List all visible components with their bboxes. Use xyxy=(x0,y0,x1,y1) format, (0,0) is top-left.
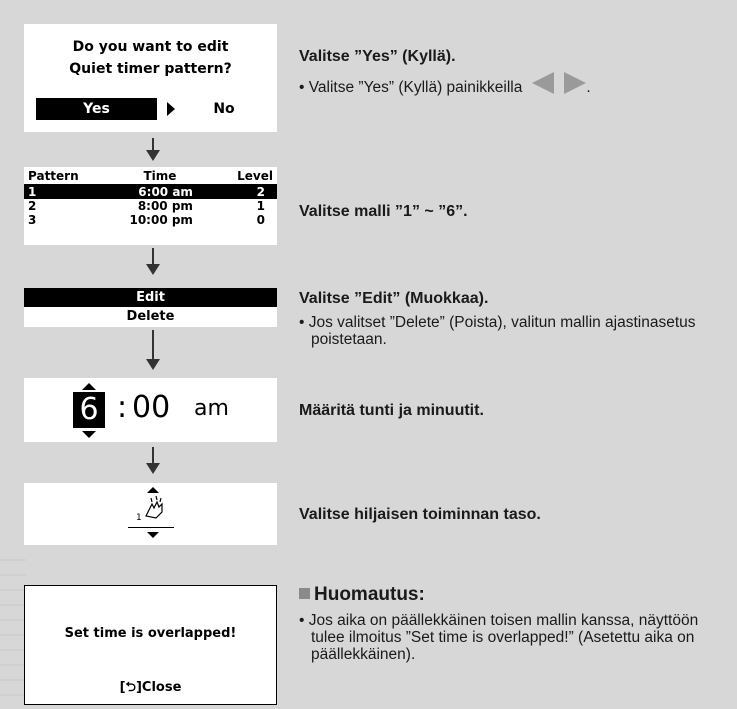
note-square-icon xyxy=(299,588,310,599)
hour-value: 6 xyxy=(79,392,99,427)
minutes-field[interactable]: 00 xyxy=(132,390,171,425)
cursor-right-icon xyxy=(167,102,175,116)
level-down-icon[interactable] xyxy=(147,532,159,538)
pattern-list-screen xyxy=(24,167,277,245)
time-cell: 8:00 pm xyxy=(137,199,193,213)
header-pattern: Pattern xyxy=(28,168,79,183)
confirm-question-line1: Do you want to edit xyxy=(72,39,229,55)
yes-option[interactable] xyxy=(36,98,157,120)
edit-delete-menu xyxy=(24,288,277,327)
level-cell: 0 xyxy=(256,213,265,227)
pattern-table-header xyxy=(24,167,277,184)
level-cell: 1 xyxy=(256,199,265,213)
step-set-time xyxy=(299,402,484,420)
quiet-hand-icon xyxy=(132,494,172,524)
left-button-icon xyxy=(532,72,554,94)
edit-option[interactable] xyxy=(24,288,277,307)
level-up-icon[interactable] xyxy=(147,487,159,493)
no-label: No xyxy=(213,101,235,117)
note-bullet-text: Jos aika on päällekkäinen toisen mallin kanssa, näyttöön tulee ilmoitus ”Set time is overlapped!” (Asetettu aika on päällekkäinen). xyxy=(308,612,699,663)
quiet-level-screen xyxy=(24,483,277,545)
ampm-field[interactable]: am xyxy=(194,396,229,421)
close-button[interactable] xyxy=(25,678,276,700)
table-row[interactable] xyxy=(24,213,277,227)
decorative-stripes xyxy=(0,0,26,709)
delete-label: Delete xyxy=(126,309,175,324)
pattern-cell: 2 xyxy=(28,199,37,213)
back-icon: [⮌] xyxy=(119,680,142,695)
note-section xyxy=(299,584,726,663)
hour-up-icon[interactable] xyxy=(82,383,96,390)
step3-bullet: • Jos valitset ”Delete” (Poista), valitun mallin ajastinasetus poistetaan. xyxy=(299,314,696,348)
header-time: Time xyxy=(143,168,177,183)
step5-title: Valitse hiljaisen toiminnan taso. xyxy=(299,506,541,523)
time-cell: 10:00 pm xyxy=(129,213,193,227)
right-button-icon xyxy=(564,72,586,94)
overlap-warning-screen xyxy=(24,585,277,705)
step-select-edit xyxy=(299,290,711,348)
step-select-level xyxy=(299,506,541,524)
hour-field[interactable] xyxy=(73,392,105,428)
step-select-yes xyxy=(299,48,591,96)
step3-bullet-text: Jos valitset ”Delete” (Poista), valitun mallin ajastinasetus poistetaan. xyxy=(308,314,696,348)
step-select-pattern xyxy=(299,203,468,221)
time-separator: : xyxy=(117,390,128,425)
hour-down-icon[interactable] xyxy=(82,431,96,438)
edit-label: Edit xyxy=(136,290,165,305)
level-underline xyxy=(128,527,174,528)
table-row[interactable] xyxy=(24,199,277,213)
delete-option[interactable] xyxy=(24,307,277,327)
time-cell: 6:00 am xyxy=(99,185,221,199)
step1-bullet: • Valitse ”Yes” (Kyllä) painikkeilla . xyxy=(299,72,591,96)
step2-title: Valitse malli ”1” ~ ”6”. xyxy=(299,203,468,220)
step3-title: Valitse ”Edit” (Muokkaa). xyxy=(299,290,489,307)
level-cell: 2 xyxy=(221,185,277,199)
step1-bullet-text: Valitse ”Yes” (Kyllä) painikkeilla xyxy=(308,79,523,96)
overlap-message: Set time is overlapped! xyxy=(64,626,237,641)
note-bullet: • Jos aika on päällekkäinen toisen mallin kanssa, näyttöön tulee ilmoitus ”Set time is overlapped!” (Asetettu aika on päällekkäinen). xyxy=(299,612,699,663)
pattern-table xyxy=(24,167,277,227)
pattern-cell: 3 xyxy=(28,213,37,227)
edit-confirm-screen xyxy=(24,24,277,132)
close-label: Close xyxy=(141,680,182,695)
header-level: Level xyxy=(237,168,273,183)
pattern-cell: 1 xyxy=(24,185,99,199)
note-title: Huomautus: xyxy=(314,584,425,605)
yes-label: Yes xyxy=(83,101,110,117)
table-row[interactable] xyxy=(24,185,277,199)
step4-title: Määritä tunti ja minuutit. xyxy=(299,402,484,419)
step1-title: Valitse ”Yes” (Kyllä). xyxy=(299,48,456,65)
level-number: 1 xyxy=(136,513,142,523)
no-option[interactable] xyxy=(184,98,264,120)
confirm-question-line2: Quiet timer pattern? xyxy=(69,61,232,77)
note-heading xyxy=(299,584,726,606)
confirm-question xyxy=(24,36,277,80)
clock-setting-screen xyxy=(24,378,277,442)
